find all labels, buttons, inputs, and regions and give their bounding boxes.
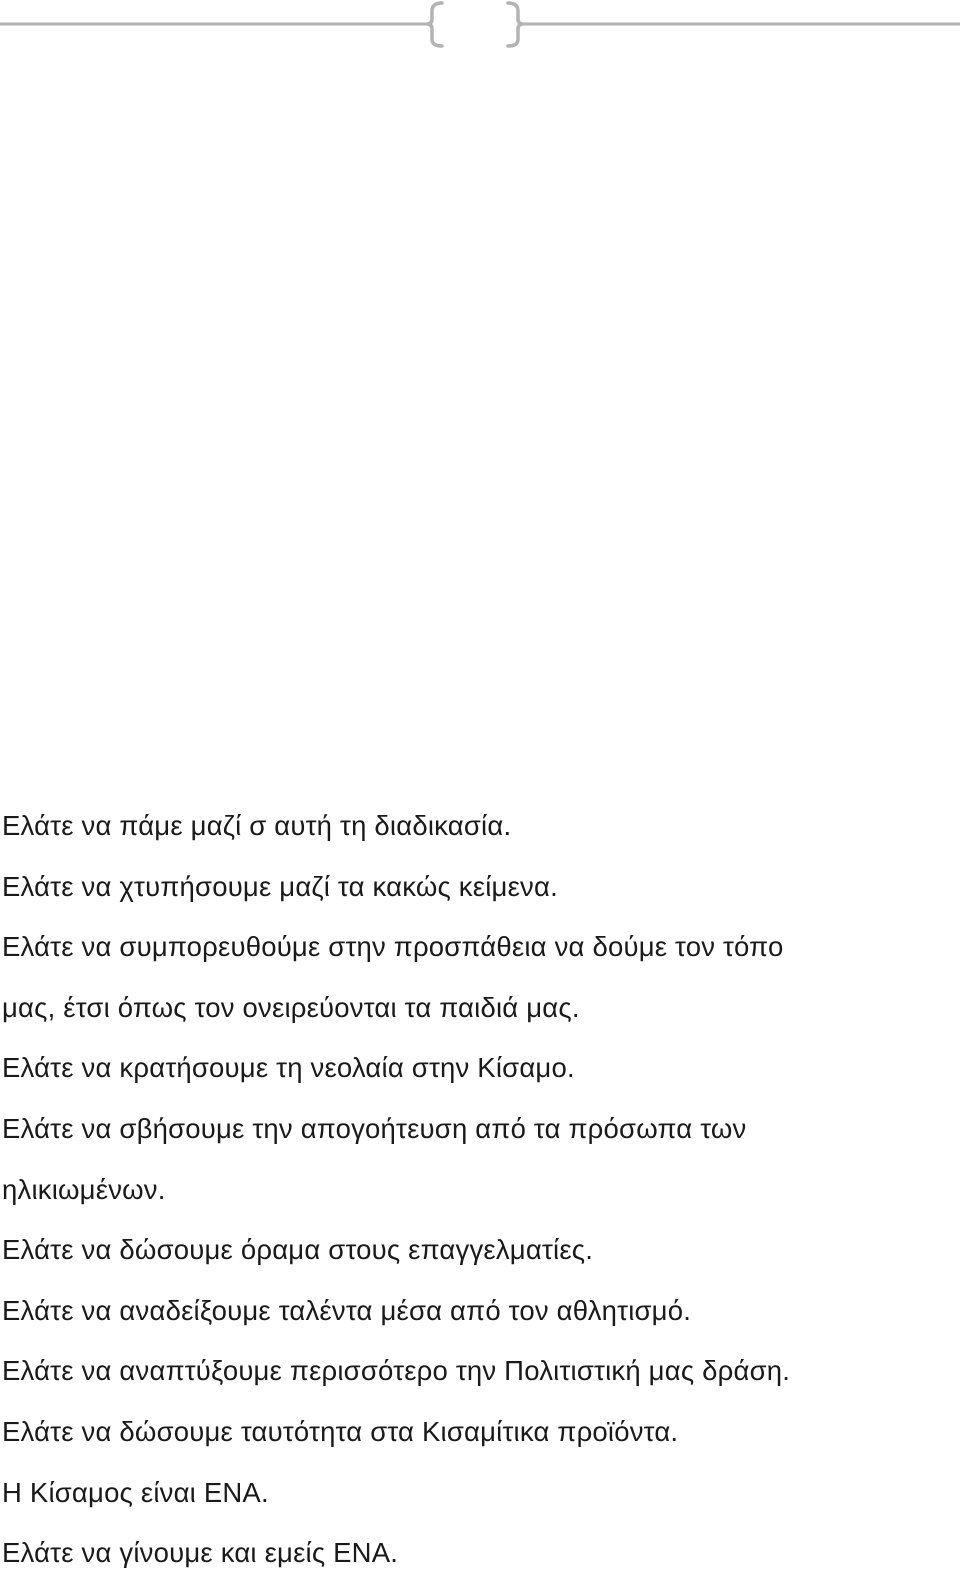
text-line: Ελάτε να κρατήσουμε τη νεολαία στην Κίσαμο.	[2, 1052, 575, 1084]
text-line: ηλικιωμένων.	[2, 1173, 166, 1205]
text-line: Ελάτε να δώσουμε όραμα στους επαγγελματίες.	[2, 1234, 594, 1266]
text-line: Ελάτε να αναδείξουμε ταλέντα μέσα από τον αθλητισμό.	[2, 1294, 692, 1326]
right-brace-icon	[508, 3, 523, 46]
text-line: Ελάτε να σβήσουμε την απογοήτευση από τα πρόσωπα των	[2, 1112, 747, 1144]
text-line: Ελάτε να αναπτύξουμε περισσότερο την Πολιτιστική μας δράση.	[2, 1355, 791, 1387]
text-line: Ελάτε να δώσουμε ταυτότητα στα Κισαμίτικα προϊόντα.	[2, 1415, 679, 1447]
text-line: Ελάτε να χτυπήσουμε μαζί τα κακώς κείμενα.	[2, 870, 558, 902]
body-text	[2, 796, 952, 1584]
text-line: Ελάτε να πάμε μαζί σ αυτή τη διαδικασία.	[2, 810, 512, 841]
text-line: μας, έτσι όπως τον ονειρεύονται τα παιδιά μας.	[2, 991, 580, 1023]
text-line: Ελάτε να συμπορευθούμε στην προσπάθεια να δούμε τον τόπο	[2, 931, 784, 963]
left-brace-icon	[427, 3, 442, 46]
header-bracket-rule	[0, 0, 960, 52]
text-line: Ελάτε να γίνουμε και εμείς ΕΝΑ.	[2, 1537, 399, 1569]
text-line: Η Κίσαμος είναι ΕΝΑ.	[2, 1476, 269, 1508]
